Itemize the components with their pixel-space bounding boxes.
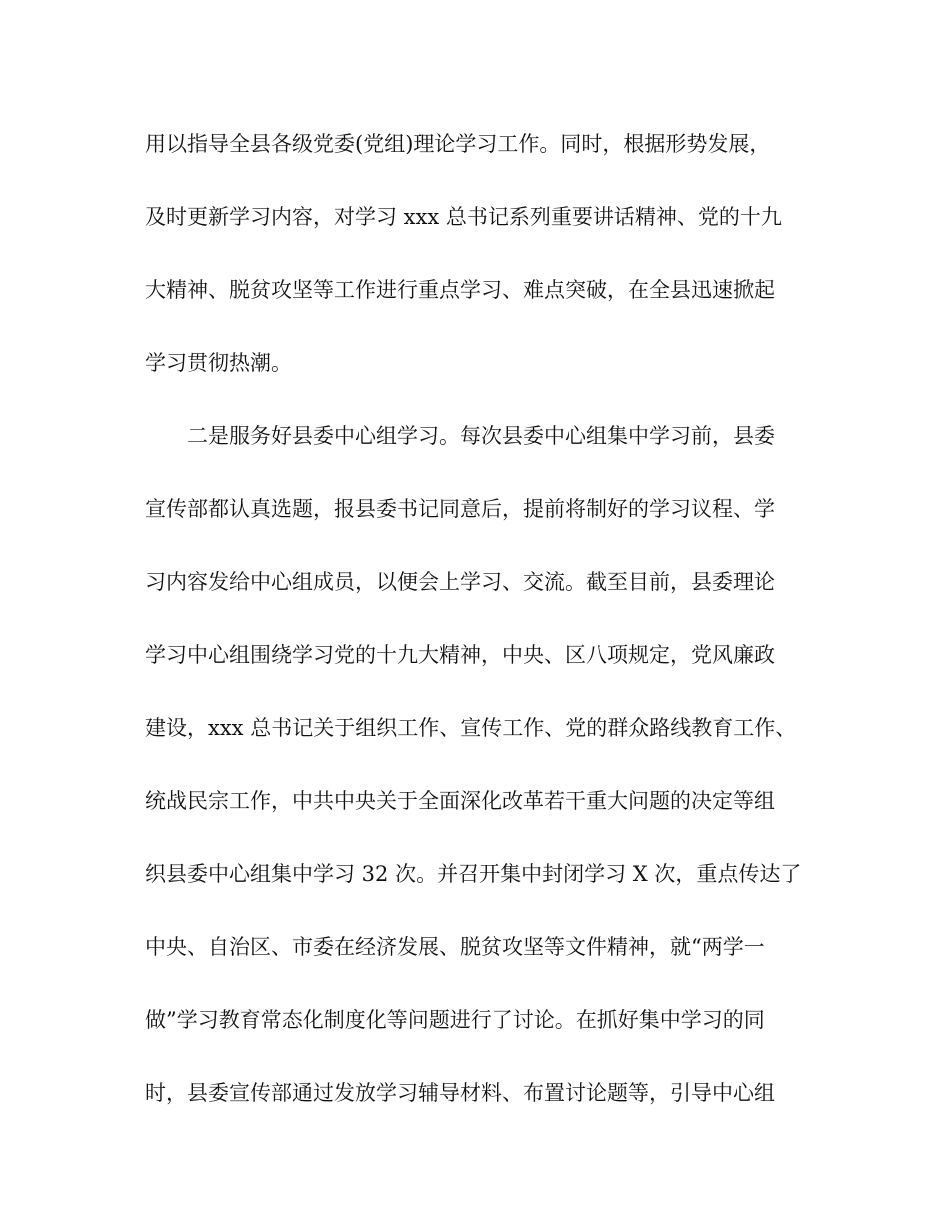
text-line: 学习中心组围绕学习党的十九大精神，中央、区八项规定，党风廉政	[145, 643, 775, 667]
text-line: 中央、自治区、市委在经济发展、脱贫攻坚等文件精神，就“两学一	[145, 935, 765, 959]
text-line: 做”学习教育常态化制度化等问题进行了讨论。在抓好集中学习的同	[145, 1008, 765, 1032]
text-line: 宣传部都认真选题，报县委书记同意后，提前将制好的学习议程、学	[145, 497, 775, 521]
text-line: 学习贯彻热潮。	[145, 351, 292, 375]
text-line: 及时更新学习内容，对学习 xxx 总书记系列重要讲话精神、党的十九	[145, 205, 782, 229]
text-line: 建设，xxx 总书记关于组织工作、宣传工作、党的群众路线教育工作、	[145, 716, 797, 740]
text-line: 织县委中心组集中学习 32 次。并召开集中封闭学习 X 次，重点传达了	[145, 862, 802, 886]
text-line: 大精神、脱贫攻坚等工作进行重点学习、难点突破，在全县迅速掀起	[145, 278, 775, 302]
text-line: 时，县委宣传部通过发放学习辅导材料、布置讨论题等，引导中心组	[145, 1081, 775, 1105]
text-line: 习内容发给中心组成员，以便会上学习、交流。截至目前，县委理论	[145, 570, 775, 594]
text-line: 统战民宗工作，中共中央关于全面深化改革若干重大问题的决定等组	[145, 789, 775, 813]
text-line: 用以指导全县各级党委(党组)理论学习工作。同时，根据形势发展，	[145, 132, 771, 156]
text-line: 二是服务好县委中心组学习。每次县委中心组集中学习前，县委	[187, 424, 775, 448]
